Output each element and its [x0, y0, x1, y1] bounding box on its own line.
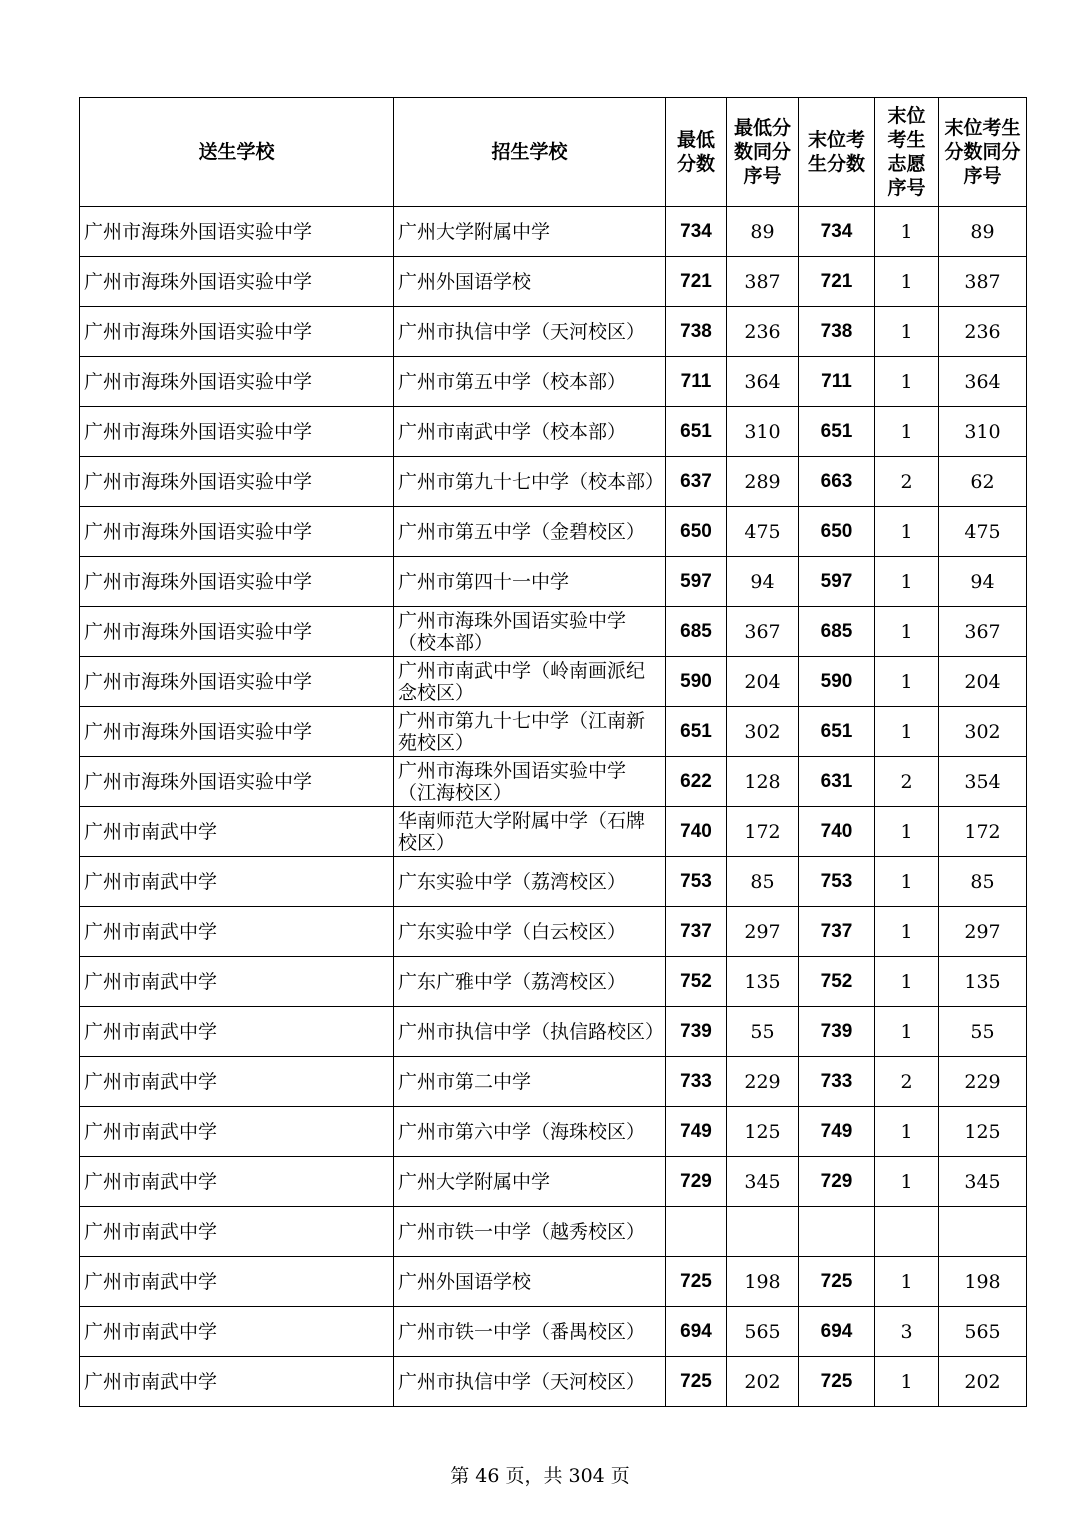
cell-sending-school: 广州市南武中学 [80, 857, 394, 907]
cell-last-score: 733 [799, 1057, 875, 1107]
cell-sending-school: 广州市南武中学 [80, 1357, 394, 1407]
cell-last-choice-order: 3 [875, 1307, 939, 1357]
page-number: 第 46 页，共 304 页 [450, 1465, 630, 1487]
cell-min-score-rank: 172 [727, 807, 799, 857]
table-row [80, 1107, 1027, 1157]
cell-last-choice-order: 1 [875, 207, 939, 257]
cell-min-score-rank: 475 [727, 507, 799, 557]
header-last-score-rank: 末位考生分数同分序号 [939, 98, 1027, 207]
cell-admitting-school: 广州市海珠外国语实验中学（江海校区） [394, 757, 666, 807]
cell-last-choice-order: 1 [875, 857, 939, 907]
cell-last-score-rank: 565 [939, 1307, 1027, 1357]
cell-min-score: 739 [666, 1007, 727, 1057]
header-last-score: 末位考生分数 [799, 98, 875, 207]
table-row [80, 407, 1027, 457]
cell-min-score: 597 [666, 557, 727, 607]
cell-sending-school: 广州市海珠外国语实验中学 [80, 707, 394, 757]
cell-sending-school: 广州市海珠外国语实验中学 [80, 407, 394, 457]
cell-last-score-rank: 367 [939, 607, 1027, 657]
cell-last-score: 663 [799, 457, 875, 507]
cell-last-score-rank: 85 [939, 857, 1027, 907]
cell-last-score: 597 [799, 557, 875, 607]
cell-last-choice-order: 1 [875, 1107, 939, 1157]
cell-last-choice-order: 1 [875, 257, 939, 307]
cell-min-score: 650 [666, 507, 727, 557]
table-row [80, 807, 1027, 857]
cell-min-score-rank: 55 [727, 1007, 799, 1057]
cell-min-score-rank: 229 [727, 1057, 799, 1107]
table-row [80, 907, 1027, 957]
cell-last-score: 752 [799, 957, 875, 1007]
cell-min-score-rank: 94 [727, 557, 799, 607]
cell-last-score: 725 [799, 1257, 875, 1307]
cell-sending-school: 广州市海珠外国语实验中学 [80, 657, 394, 707]
cell-last-score-rank: 62 [939, 457, 1027, 507]
cell-min-score-rank: 565 [727, 1307, 799, 1357]
cell-sending-school: 广州市海珠外国语实验中学 [80, 357, 394, 407]
cell-sending-school: 广州市南武中学 [80, 957, 394, 1007]
cell-min-score-rank [727, 1207, 799, 1257]
cell-min-score-rank: 202 [727, 1357, 799, 1407]
cell-admitting-school: 广州市第六中学（海珠校区） [394, 1107, 666, 1157]
cell-sending-school: 广州市海珠外国语实验中学 [80, 607, 394, 657]
cell-last-score-rank: 198 [939, 1257, 1027, 1307]
cell-last-score: 651 [799, 407, 875, 457]
cell-min-score: 590 [666, 657, 727, 707]
cell-last-score: 694 [799, 1307, 875, 1357]
cell-sending-school: 广州市海珠外国语实验中学 [80, 207, 394, 257]
cell-sending-school: 广州市海珠外国语实验中学 [80, 257, 394, 307]
cell-min-score-rank: 289 [727, 457, 799, 507]
cell-admitting-school: 广州市执信中学（天河校区） [394, 1357, 666, 1407]
cell-min-score: 725 [666, 1357, 727, 1407]
cell-last-choice-order: 1 [875, 1157, 939, 1207]
cell-last-score-rank: 202 [939, 1357, 1027, 1407]
table-row [80, 457, 1027, 507]
cell-sending-school: 广州市海珠外国语实验中学 [80, 507, 394, 557]
cell-min-score-rank: 89 [727, 207, 799, 257]
cell-last-choice-order: 1 [875, 407, 939, 457]
cell-admitting-school: 广州市第五中学（金碧校区） [394, 507, 666, 557]
cell-last-score-rank: 387 [939, 257, 1027, 307]
cell-min-score: 651 [666, 407, 727, 457]
cell-admitting-school: 广州市南武中学（校本部） [394, 407, 666, 457]
cell-admitting-school: 广州大学附属中学 [394, 1157, 666, 1207]
cell-last-score-rank: 354 [939, 757, 1027, 807]
cell-min-score-rank: 387 [727, 257, 799, 307]
cell-min-score-rank: 302 [727, 707, 799, 757]
table-row [80, 757, 1027, 807]
cell-min-score: 740 [666, 807, 727, 857]
cell-last-score: 651 [799, 707, 875, 757]
cell-min-score-rank: 204 [727, 657, 799, 707]
table-row [80, 207, 1027, 257]
cell-min-score-rank: 345 [727, 1157, 799, 1207]
cell-sending-school: 广州市南武中学 [80, 1107, 394, 1157]
cell-last-score-rank: 297 [939, 907, 1027, 957]
table-row [80, 1307, 1027, 1357]
cell-min-score [666, 1207, 727, 1257]
cell-sending-school: 广州市南武中学 [80, 1207, 394, 1257]
table-row [80, 657, 1027, 707]
cell-min-score: 711 [666, 357, 727, 407]
table-row [80, 1257, 1027, 1307]
cell-sending-school: 广州市海珠外国语实验中学 [80, 757, 394, 807]
admission-score-table [79, 97, 1027, 1407]
cell-last-score-rank: 236 [939, 307, 1027, 357]
table-row [80, 1007, 1027, 1057]
cell-last-choice-order: 1 [875, 1357, 939, 1407]
cell-admitting-school: 广州市铁一中学（番禺校区） [394, 1307, 666, 1357]
cell-min-score-rank: 236 [727, 307, 799, 357]
table-row [80, 857, 1027, 907]
cell-sending-school: 广州市海珠外国语实验中学 [80, 307, 394, 357]
header-row [80, 98, 1027, 207]
cell-last-score: 685 [799, 607, 875, 657]
cell-last-score: 721 [799, 257, 875, 307]
cell-last-choice-order: 1 [875, 657, 939, 707]
cell-last-score: 590 [799, 657, 875, 707]
table-row [80, 607, 1027, 657]
cell-min-score: 737 [666, 907, 727, 957]
cell-min-score-rank: 85 [727, 857, 799, 907]
cell-admitting-school: 华南师范大学附属中学（石牌校区） [394, 807, 666, 857]
cell-sending-school: 广州市南武中学 [80, 1007, 394, 1057]
table-row [80, 507, 1027, 557]
cell-admitting-school: 广州外国语学校 [394, 257, 666, 307]
cell-min-score: 738 [666, 307, 727, 357]
cell-last-score: 739 [799, 1007, 875, 1057]
cell-admitting-school: 广州市执信中学（天河校区） [394, 307, 666, 357]
cell-last-score: 740 [799, 807, 875, 857]
cell-last-choice-order: 1 [875, 507, 939, 557]
cell-min-score-rank: 310 [727, 407, 799, 457]
cell-min-score-rank: 128 [727, 757, 799, 807]
cell-last-score-rank: 345 [939, 1157, 1027, 1207]
cell-admitting-school: 广州市第四十一中学 [394, 557, 666, 607]
cell-last-score-rank: 310 [939, 407, 1027, 457]
cell-min-score: 749 [666, 1107, 727, 1157]
cell-last-score: 725 [799, 1357, 875, 1407]
cell-last-score-rank: 364 [939, 357, 1027, 407]
cell-last-score: 749 [799, 1107, 875, 1157]
cell-last-score: 711 [799, 357, 875, 407]
cell-last-score-rank: 89 [939, 207, 1027, 257]
cell-min-score-rank: 364 [727, 357, 799, 407]
cell-last-score-rank: 172 [939, 807, 1027, 857]
cell-last-score-rank: 135 [939, 957, 1027, 1007]
cell-min-score: 725 [666, 1257, 727, 1307]
cell-min-score: 729 [666, 1157, 727, 1207]
cell-last-score: 734 [799, 207, 875, 257]
table-row [80, 357, 1027, 407]
cell-last-score-rank: 94 [939, 557, 1027, 607]
cell-min-score: 753 [666, 857, 727, 907]
cell-last-score: 729 [799, 1157, 875, 1207]
cell-admitting-school: 广州市铁一中学（越秀校区） [394, 1207, 666, 1257]
header-sending-school: 送生学校 [80, 98, 394, 207]
cell-min-score-rank: 297 [727, 907, 799, 957]
cell-sending-school: 广州市南武中学 [80, 907, 394, 957]
cell-last-choice-order: 1 [875, 307, 939, 357]
cell-admitting-school: 广州市南武中学（岭南画派纪念校区） [394, 657, 666, 707]
cell-last-score: 650 [799, 507, 875, 557]
table-row [80, 1207, 1027, 1257]
cell-last-choice-order: 2 [875, 457, 939, 507]
header-min-score: 最低分数 [666, 98, 727, 207]
cell-admitting-school: 广州市第九十七中学（校本部） [394, 457, 666, 507]
cell-min-score: 752 [666, 957, 727, 1007]
cell-last-score: 737 [799, 907, 875, 957]
cell-last-score-rank: 302 [939, 707, 1027, 757]
cell-last-choice-order: 1 [875, 707, 939, 757]
cell-last-score-rank: 204 [939, 657, 1027, 707]
cell-last-score [799, 1207, 875, 1257]
cell-admitting-school: 广州市第九十七中学（江南新苑校区） [394, 707, 666, 757]
cell-admitting-school: 广州外国语学校 [394, 1257, 666, 1307]
cell-last-score-rank: 55 [939, 1007, 1027, 1057]
cell-sending-school: 广州市海珠外国语实验中学 [80, 457, 394, 507]
cell-last-score-rank: 229 [939, 1057, 1027, 1107]
cell-admitting-school: 广州大学附属中学 [394, 207, 666, 257]
cell-last-choice-order: 2 [875, 1057, 939, 1107]
cell-sending-school: 广州市南武中学 [80, 807, 394, 857]
cell-last-score: 738 [799, 307, 875, 357]
cell-admitting-school: 广东广雅中学（荔湾校区） [394, 957, 666, 1007]
table-row [80, 1157, 1027, 1207]
header-admitting-school: 招生学校 [394, 98, 666, 207]
cell-min-score: 685 [666, 607, 727, 657]
cell-last-choice-order: 1 [875, 807, 939, 857]
cell-admitting-school: 广州市海珠外国语实验中学（校本部） [394, 607, 666, 657]
cell-min-score: 637 [666, 457, 727, 507]
cell-last-score-rank: 125 [939, 1107, 1027, 1157]
cell-sending-school: 广州市南武中学 [80, 1157, 394, 1207]
table-row [80, 1357, 1027, 1407]
cell-admitting-school: 广州市第五中学（校本部） [394, 357, 666, 407]
cell-sending-school: 广州市海珠外国语实验中学 [80, 557, 394, 607]
cell-min-score: 733 [666, 1057, 727, 1107]
cell-sending-school: 广州市南武中学 [80, 1307, 394, 1357]
cell-min-score-rank: 198 [727, 1257, 799, 1307]
cell-last-choice-order: 1 [875, 1007, 939, 1057]
cell-admitting-school: 广州市执信中学（执信路校区） [394, 1007, 666, 1057]
header-min-score-rank: 最低分数同分序号 [727, 98, 799, 207]
cell-last-choice-order: 1 [875, 607, 939, 657]
cell-sending-school: 广州市南武中学 [80, 1057, 394, 1107]
table-row [80, 1057, 1027, 1107]
cell-min-score-rank: 125 [727, 1107, 799, 1157]
cell-last-choice-order: 1 [875, 907, 939, 957]
cell-last-choice-order: 1 [875, 557, 939, 607]
cell-min-score: 721 [666, 257, 727, 307]
cell-admitting-school: 广东实验中学（荔湾校区） [394, 857, 666, 907]
cell-last-score-rank [939, 1207, 1027, 1257]
cell-admitting-school: 广东实验中学（白云校区） [394, 907, 666, 957]
cell-min-score: 651 [666, 707, 727, 757]
cell-last-choice-order: 1 [875, 357, 939, 407]
cell-min-score: 622 [666, 757, 727, 807]
cell-last-choice-order [875, 1207, 939, 1257]
cell-last-score-rank: 475 [939, 507, 1027, 557]
cell-last-score: 753 [799, 857, 875, 907]
cell-min-score-rank: 367 [727, 607, 799, 657]
table-row [80, 307, 1027, 357]
table-row [80, 257, 1027, 307]
table-row [80, 957, 1027, 1007]
cell-last-choice-order: 2 [875, 757, 939, 807]
table-row [80, 557, 1027, 607]
cell-last-choice-order: 1 [875, 1257, 939, 1307]
cell-admitting-school: 广州市第二中学 [394, 1057, 666, 1107]
cell-min-score-rank: 135 [727, 957, 799, 1007]
table-row [80, 707, 1027, 757]
header-last-choice-order: 末位考生志愿序号 [875, 98, 939, 207]
cell-min-score: 694 [666, 1307, 727, 1357]
cell-last-choice-order: 1 [875, 957, 939, 1007]
cell-last-score: 631 [799, 757, 875, 807]
cell-min-score: 734 [666, 207, 727, 257]
cell-sending-school: 广州市南武中学 [80, 1257, 394, 1307]
